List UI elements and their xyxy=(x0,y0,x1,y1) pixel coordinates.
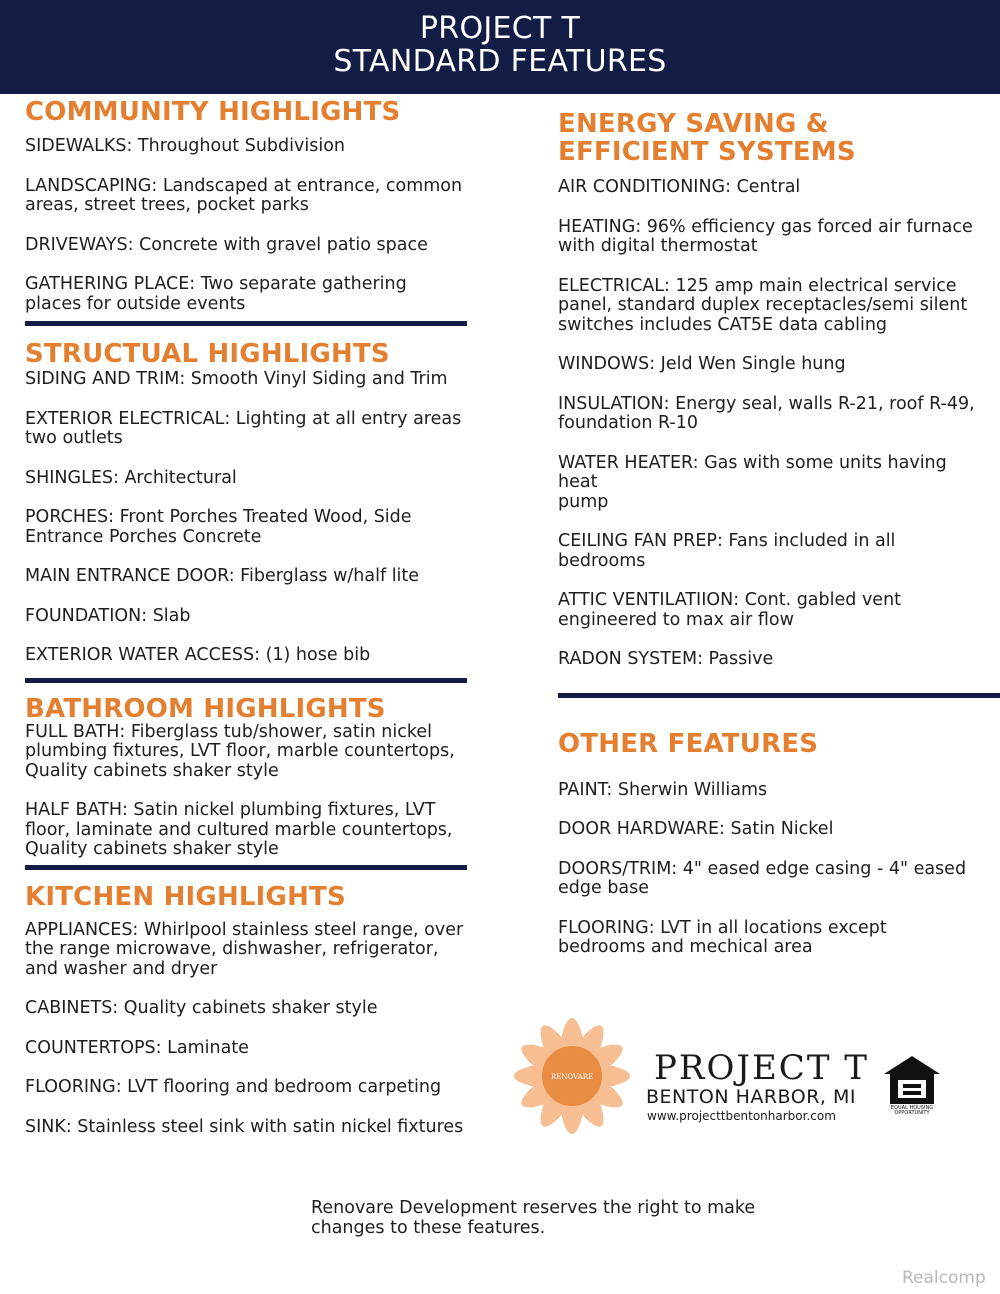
structural-item-siding: SIDING AND TRIM: Smooth Vinyl Siding and Trim xyxy=(25,369,448,389)
page-header xyxy=(0,0,1000,94)
eho-label-line2: OPPORTUNITY xyxy=(894,1110,930,1116)
structural-item-water-access: EXTERIOR WATER ACCESS: (1) hose bib xyxy=(25,645,371,665)
right-column xyxy=(558,110,988,958)
energy-item-insulation: INSULATION: Energy seal, walls R-21, roof R-49, foundation R-10 xyxy=(558,393,975,433)
project-brand-title: PROJECT T xyxy=(654,1048,869,1088)
kitchen-item-appliances: APPLIANCES: Whirlpool stainless steel range, over the range microwave, dishwasher, refrigerator, and washer and dryer xyxy=(25,919,464,979)
energy-item-water-heater: WATER HEATER: Gas with some units having heat pump xyxy=(558,452,947,512)
community-item-driveways: DRIVEWAYS: Concrete with gravel patio space xyxy=(25,234,428,255)
other-item-flooring: FLOORING: LVT in all locations except bedrooms and mechical area xyxy=(558,917,887,957)
header-title-line1: PROJECT T xyxy=(419,11,581,46)
eho-label-line1: EQUAL HOUSING xyxy=(890,1105,934,1111)
project-brand-url: www.projecttbentonharbor.com xyxy=(647,1109,836,1123)
left-column xyxy=(25,98,467,1137)
structural-item-exterior-electrical: EXTERIOR ELECTRICAL: Lighting at all entry areas two outlets xyxy=(25,408,462,448)
bathroom-item-full-bath: FULL BATH: Fiberglass tub/shower, satin nickel plumbing fixtures, LVT floor, marble countertops, Quality cabinets shaker style xyxy=(25,721,455,781)
section-divider xyxy=(25,678,467,683)
community-item-gathering: GATHERING PLACE: Two separate gathering places for outside events xyxy=(25,274,407,314)
energy-item-radon: RADON SYSTEM: Passive xyxy=(558,649,774,669)
energy-item-ceiling-fan: CEILING FAN PREP: Fans included in all bedrooms xyxy=(558,531,896,571)
kitchen-item-flooring: FLOORING: LVT flooring and bedroom carpeting xyxy=(25,1077,442,1097)
structural-item-foundation: FOUNDATION: Slab xyxy=(25,605,191,626)
structural-item-porches: PORCHES: Front Porches Treated Wood, Side Entrance Porches Concrete xyxy=(25,507,412,547)
kitchen-item-countertops: COUNTERTOPS: Laminate xyxy=(25,1037,249,1058)
energy-item-heating: HEATING: 96% efficiency gas forced air furnace with digital thermostat xyxy=(558,216,973,256)
structural-highlights-title: STRUCTUAL HIGHLIGHTS xyxy=(25,339,390,369)
energy-item-ac: AIR CONDITIONING: Central xyxy=(558,177,801,197)
kitchen-item-sink: SINK: Stainless steel sink with satin nickel fixtures xyxy=(25,1116,464,1137)
community-item-landscaping: LANDSCAPING: Landscaped at entrance, common areas, street trees, pocket parks xyxy=(25,175,463,215)
section-divider xyxy=(558,693,1000,698)
community-item-sidewalks: SIDEWALKS: Throughout Subdivision xyxy=(25,136,345,156)
energy-item-electrical: ELECTRICAL: 125 amp main electrical service panel, standard duplex receptacles/semi silent switches includes CAT5E data cabling xyxy=(558,275,968,335)
other-item-door-hardware: DOOR HARDWARE: Satin Nickel xyxy=(558,819,834,839)
energy-title-line1: ENERGY SAVING & xyxy=(558,109,829,139)
branding-block xyxy=(494,1016,974,1146)
energy-item-windows: WINDOWS: Jeld Wen Single hung xyxy=(558,354,846,374)
disclaimer-note: Renovare Development reserves the right to make changes to these features. xyxy=(311,1198,756,1238)
project-brand-location: BENTON HARBOR, MI xyxy=(646,1086,856,1108)
header-title-line2: STANDARD FEATURES xyxy=(333,44,667,79)
realcomp-watermark: Realcomp xyxy=(902,1268,986,1288)
equal-housing-logo xyxy=(880,1054,944,1134)
energy-title-line2: EFFICIENT SYSTEMS xyxy=(558,137,856,167)
section-divider xyxy=(25,865,467,870)
other-features-title: OTHER FEATURES xyxy=(558,728,819,759)
structural-item-main-door: MAIN ENTRANCE DOOR: Fiberglass w/half lite xyxy=(25,566,420,586)
equal-housing-label xyxy=(880,1106,944,1116)
section-divider xyxy=(25,321,467,326)
renovare-logo-text: RENOVARE xyxy=(550,1073,594,1081)
bathroom-highlights-title: BATHROOM HIGHLIGHTS xyxy=(25,693,386,724)
community-highlights-title: COMMUNITY HIGHLIGHTS xyxy=(25,97,401,127)
renovare-logo xyxy=(494,1016,644,1146)
kitchen-item-cabinets: CABINETS: Quality cabinets shaker style xyxy=(25,998,378,1018)
equal-housing-icon xyxy=(880,1054,944,1106)
other-item-doors-trim: DOORS/TRIM: 4" eased edge casing - 4" eased edge base xyxy=(558,858,967,898)
kitchen-highlights-title: KITCHEN HIGHLIGHTS xyxy=(25,881,346,912)
structural-item-shingles: SHINGLES: Architectural xyxy=(25,467,237,488)
energy-item-attic: ATTIC VENTILATIION: Cont. gabled vent engineered to max air flow xyxy=(558,590,902,630)
bathroom-item-half-bath: HALF BATH: Satin nickel plumbing fixtures, LVT floor, laminate and cultured marble countertops, Quality cabinets shaker style xyxy=(25,800,453,859)
other-item-paint: PAINT: Sherwin Williams xyxy=(558,779,768,800)
